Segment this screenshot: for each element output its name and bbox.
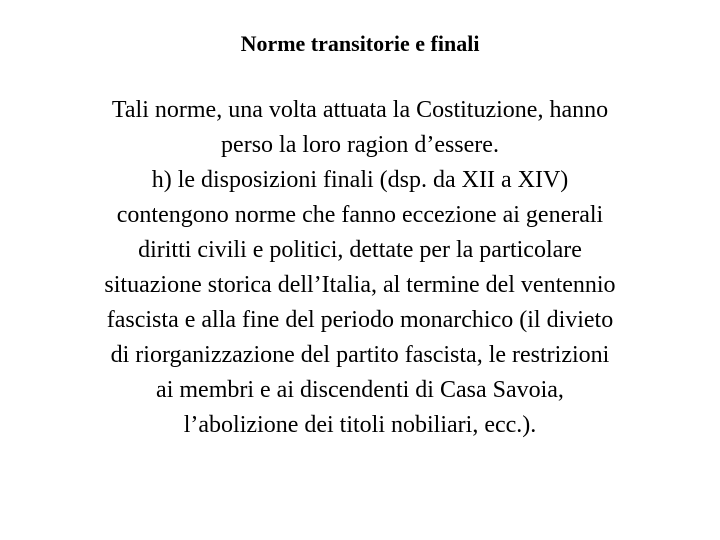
body-line: contengono norme che fanno eccezione ai generali — [116, 202, 604, 228]
body-line: Tali norme, una volta attuata la Costituzione, hanno — [111, 97, 609, 123]
body-line: diritti civili e politici, dettate per la particolare — [138, 237, 582, 263]
body-line: ai membri e ai discendenti di Casa Savoia, — [156, 377, 564, 403]
slide-body — [40, 93, 680, 443]
body-line: fascista e alla fine del periodo monarchico (il divieto — [106, 307, 614, 333]
body-line: perso la loro ragion d’essere. — [221, 132, 499, 158]
slide-title: Norme transitorie e finali — [240, 31, 480, 56]
body-line: di riorganizzazione del partito fascista, le restrizioni — [110, 342, 610, 368]
body-line: situazione storica dell’Italia, al termine del ventennio — [104, 272, 616, 298]
body-line: l’abolizione dei titoli nobiliari, ecc.). — [183, 412, 537, 438]
body-line: h) le disposizioni finali (dsp. da XII a XIV) — [151, 167, 569, 193]
